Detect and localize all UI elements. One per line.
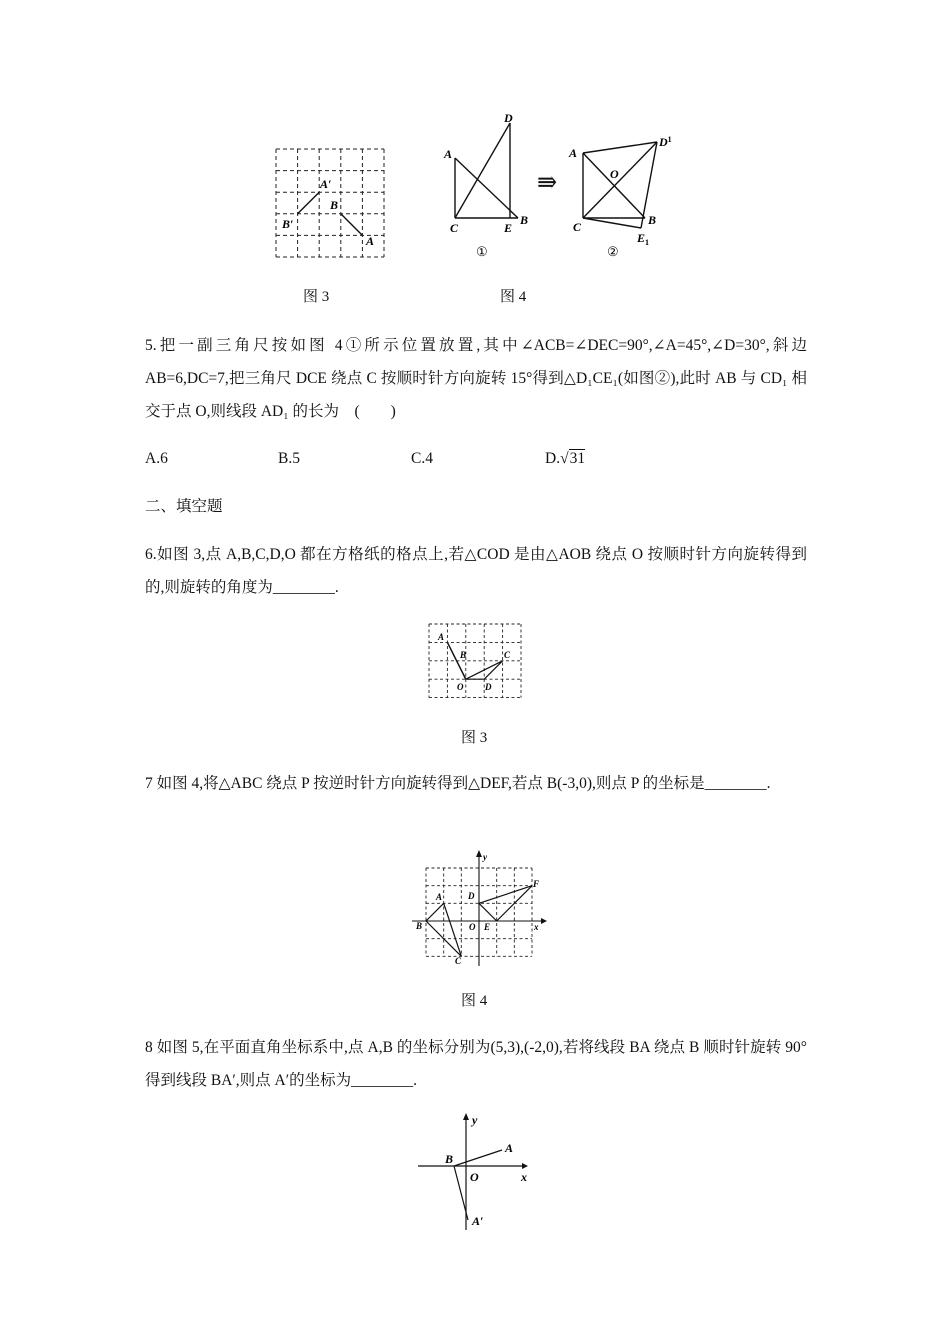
label-c: C	[504, 650, 511, 660]
label-a: A	[505, 1141, 514, 1155]
label-a-prime: A′	[320, 177, 332, 191]
label-b: B	[416, 921, 423, 931]
figure-5	[410, 1108, 540, 1233]
question-5-text: 5.把一副三角尺按如图 4①所示位置放置,其中∠ACB=∠DEC=90°,∠A=45°,∠D=30°,斜边AB=6,DC=7,把三角尺 DCE 绕点 C 按顺时针方向旋转 15°得到△D₁CE₁(如图②),此时 AB 与 CD₁ 相交于点 O,则线段 AD₁ 的长为 ( )	[145, 337, 807, 420]
label-b: B	[445, 1152, 454, 1166]
label-c: C	[573, 220, 582, 234]
label-a-prime: A′	[472, 1214, 484, 1228]
label-circle-2: ②	[607, 244, 619, 259]
label-x: x	[521, 1170, 527, 1184]
caption-fig4-top: 图 4	[500, 289, 527, 305]
question-8-text: 8 如图 5,在平面直角坐标系中,点 A,B 的坐标分别为(5,3),(-2,0),若将线段 BA 绕点 B 顺时针旋转 90°得到线段 BA′,则点 A′的坐标为________.	[145, 1039, 807, 1089]
label-e1: $E_1$	[637, 231, 650, 247]
question-7-text: 7 如图 4,将△ABC 绕点 P 按逆时针方向旋转得到△DEF,若点 B(-3,0),则点 P 的坐标是________.	[145, 775, 771, 792]
label-o: O	[469, 922, 476, 932]
section-title: 二、填空题	[145, 498, 223, 515]
label-e: E	[504, 221, 513, 235]
figure-4-mid	[408, 848, 548, 968]
label-a: A	[569, 146, 578, 160]
label-o: O	[610, 167, 619, 181]
sqrt-sign: √	[560, 450, 569, 467]
label-circle-1: ①	[476, 244, 488, 259]
label-b-prime: B′	[282, 217, 294, 231]
label-x: x	[534, 922, 539, 932]
label-e: E	[484, 922, 491, 932]
label-c: C	[455, 956, 462, 966]
label-o: O	[470, 1170, 479, 1184]
q5-option-d	[545, 450, 585, 468]
figure-4-part2	[565, 130, 680, 265]
label-b: B	[330, 198, 339, 212]
caption-fig3-mid: 图 3	[461, 730, 488, 746]
q5-option-a: A.6	[145, 450, 168, 467]
figure-3-mid	[425, 620, 525, 704]
figure-3-top	[270, 143, 390, 263]
label-o: O	[457, 682, 464, 692]
label-b: B	[460, 650, 467, 660]
label-f: F	[533, 879, 540, 889]
label-d1: $D^1$	[659, 135, 672, 149]
label-b: B	[520, 213, 529, 227]
q5-option-c: C.4	[411, 450, 433, 467]
q5-option-d-prefix: D.	[545, 450, 561, 467]
label-d: D	[504, 111, 513, 125]
label-y: y	[483, 852, 487, 862]
q5-option-d-radicand: 31	[569, 450, 586, 467]
label-b: B	[648, 213, 657, 227]
label-a: A	[444, 147, 453, 161]
label-c: C	[450, 221, 459, 235]
caption-fig3-top: 图 3	[303, 289, 330, 305]
label-d: D	[485, 682, 492, 692]
question-6-text: 6.如图 3,点 A,B,C,D,O 都在方格纸的格点上,若△COD 是由△AOB 绕点 O 按顺时针方向旋转得到的,则旋转的角度为________.	[145, 546, 807, 596]
figure-4-part1	[440, 108, 535, 263]
caption-fig4-mid: 图 4	[461, 993, 488, 1009]
q5-option-b: B.5	[278, 450, 300, 467]
label-a: A	[366, 234, 375, 248]
label-y: y	[472, 1113, 478, 1127]
label-d: D	[468, 891, 475, 901]
label-a: A	[436, 892, 443, 902]
arrow-symbol: ⇛	[537, 168, 558, 196]
label-a: A	[438, 632, 445, 642]
